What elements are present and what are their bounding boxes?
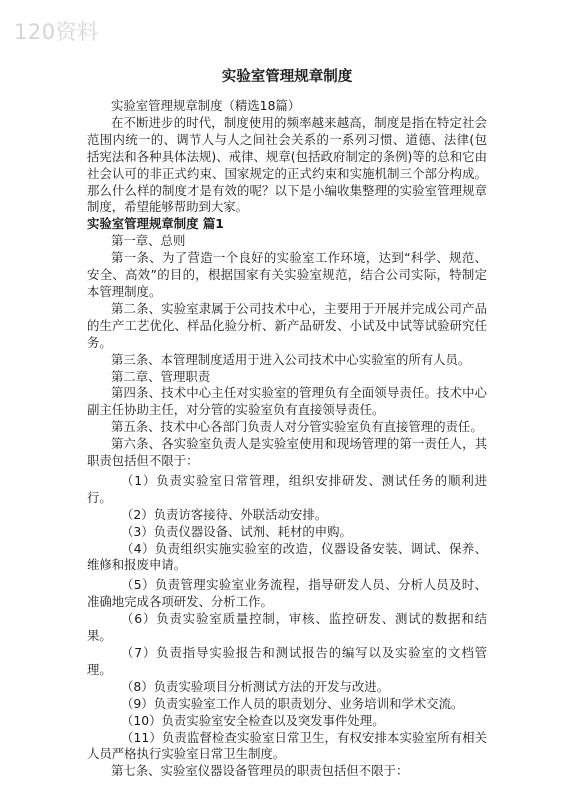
list-item: （8）负责实验项目分析测试方法的开发与改进。 <box>121 678 390 694</box>
article-paragraph: 第二条、实验室隶属于公司技术中心，主要用于开展并完成公司产品的生产工艺优化、样品化验分析、新产品研发、小试及中试等试验研究任务。 <box>87 300 487 350</box>
list-item: （4）负责组织实施实验室的改造，仪器设备安装、调试、保养、维修和报废申请。 <box>87 540 487 573</box>
list-item: （7）负责指导实验报告和测试报告的编写以及实验室的文档管理。 <box>87 645 487 677</box>
subtitle-paragraph: 实验室管理规章制度（精选18篇） <box>111 98 301 113</box>
list-item: （11）负责监督检查实验室日常卫生，有权安排本实验室所有相关人员严格执行实验室日常卫生制度。 <box>87 729 487 762</box>
document-body <box>87 66 487 780</box>
article-paragraph: 第七条、实验室仪器设备管理员的职责包括但不限于： <box>111 763 409 779</box>
chapter-heading: 第二章、管理职责 <box>111 368 211 384</box>
article-paragraph: 第五条、技术中心各部门负责人对分管实验室负有直接管理的责任。 <box>111 419 483 435</box>
list-item: （10）负责实验室安全检查以及突发事件处理。 <box>121 712 385 728</box>
article-paragraph: 第四条、技术中心主任对实验室的管理负有全面领导责任。技术中心副主任协助主任，对分管的实验室负有直接领导责任。 <box>87 385 487 418</box>
list-item: （3）负责仪器设备、试剂、耗材的申购。 <box>121 523 352 539</box>
article-paragraph: 第六条、各实验室负责人是实验室使用和现场管理的第一责任人，其职责包括但不限于： <box>87 436 487 469</box>
chapter-heading: 第一章、总则 <box>111 233 186 249</box>
list-item: （6）负责实验室质量控制，审核、监控研发、测试的数据和结果。 <box>87 611 487 644</box>
list-item: （1）负责实验室日常管理，组织安排研发、测试任务的顺利进行。 <box>87 472 487 505</box>
list-item: （2）负责访客接待、外联活动安排。 <box>121 506 328 522</box>
list-item: （5）负责管理实验室业务流程，指导研发人员、分析人员及时、准确地完成各项研发、分析工作。 <box>87 577 487 610</box>
section-heading: 实验室管理规章制度 篇1 <box>87 216 224 232</box>
article-paragraph: 第三条、本管理制度适用于进入公司技术中心实验室的所有人员。 <box>111 351 471 367</box>
intro-paragraph: 在不断进步的时代，制度使用的频率越来越高，制度是指在特定社会范围内统一的、调节人与人之间社会关系的一系列习惯、道德、法律(包括宪法和各种具体法规)、戒律、规章(包括政府制定的条例)等的总和它由社会认可的非正式约束、国家规定的正式约束和实施机制三个部分构成。那么什么样的制度才是有效的呢？以下是小编收集整理的实验室管理规章制度，希望能够帮助到大家。 <box>87 114 487 215</box>
watermark-text: 120资料 <box>14 20 99 44</box>
article-paragraph: 第一条、为了营造一个良好的实验室工作环境，达到“科学、规范、安全、高效”的目的，根据国家有关实验室规范，结合公司实际，特制定本管理制度。 <box>87 250 487 299</box>
document-title: 实验室管理规章制度 <box>221 69 353 85</box>
list-item: （9）负责实验室工作人员的职责划分、业务培训和学术交流。 <box>121 695 464 711</box>
